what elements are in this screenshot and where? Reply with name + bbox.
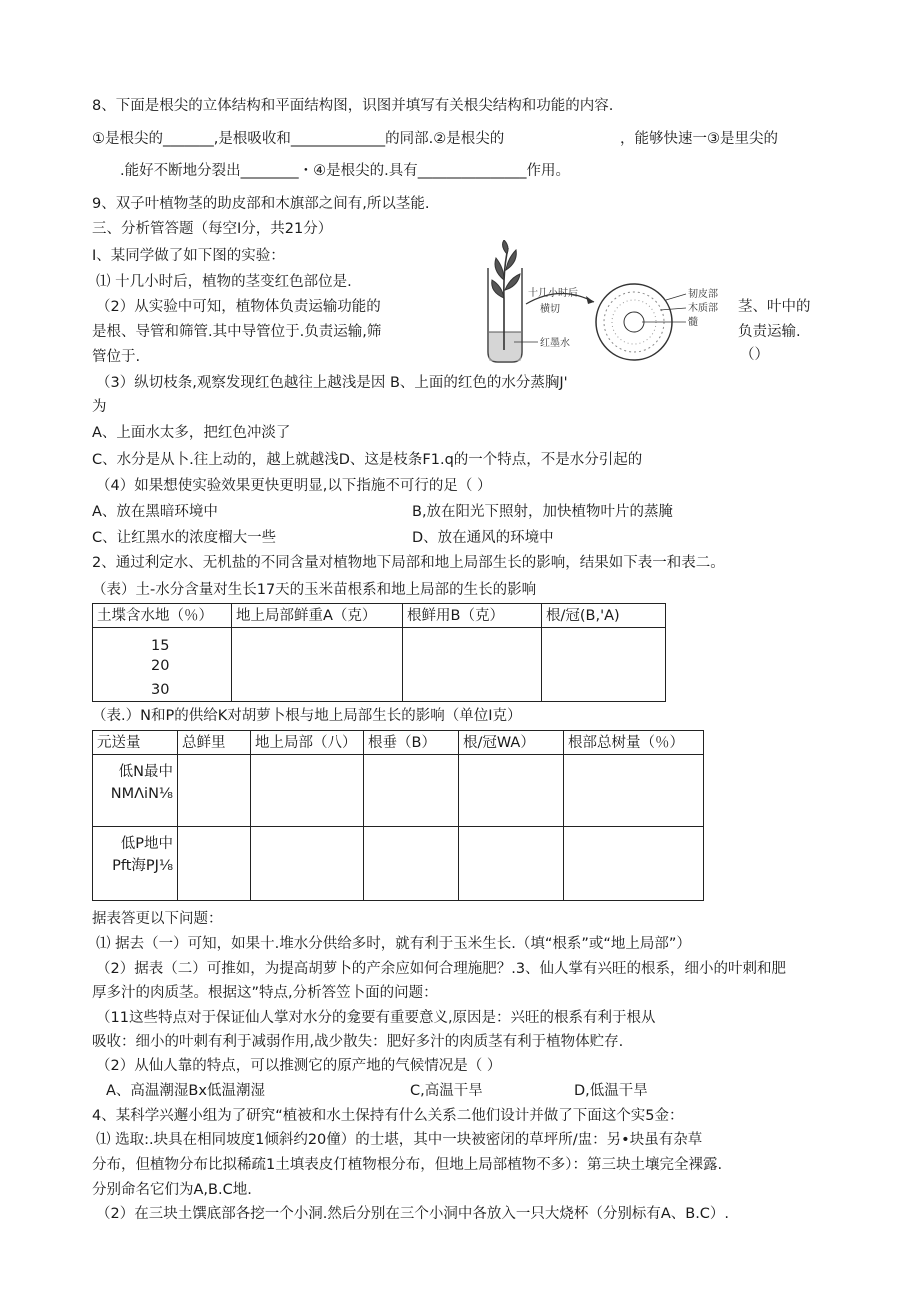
part4-l5: （2）在三块土馔底部各挖一个小洞.然后分别在三个小洞中各放入一只大烧杯（分别标有A、B.C）. bbox=[96, 1206, 730, 1222]
table1-header: 根鲜用B（克） bbox=[403, 604, 542, 628]
table2-header: 根/冠WA） bbox=[459, 731, 564, 755]
table1-header: 土堞含水地（％） bbox=[93, 604, 232, 628]
part1-right-a: 茎、叶中的 bbox=[738, 299, 811, 315]
table2-header: 元送量 bbox=[93, 731, 178, 755]
table2-header-row bbox=[93, 731, 704, 755]
label-pith: 髓 bbox=[688, 317, 698, 328]
table2-header: 根部总树量（％） bbox=[564, 731, 704, 755]
part3-l4: （11这些特点对于保证仙人掌对水分的龛要有重要意义,原因是：兴旺的根系有利于根从 bbox=[96, 1010, 656, 1026]
table2-header: 总鲜里 bbox=[178, 731, 251, 755]
part1-s1: ⑴ 十几小时后，植物的茎变红色部位是. bbox=[96, 274, 352, 290]
part3-l2: （2）据表（二）可推如，为提高胡萝卜的产余应如何合理施肥？.3、仙人掌有兴旺的根系，细小的叶刺和肥 bbox=[96, 961, 787, 977]
part3-optD: D,低温干旱 bbox=[574, 1083, 648, 1099]
table2-header: 根垂（B） bbox=[364, 731, 459, 755]
q8-line3: .能好不断地分裂出________・④是根尖的.具有_______________作用。 bbox=[120, 163, 570, 179]
part1-s2a: （2）从实验中可知，植物体负责运输功能的 bbox=[96, 299, 381, 315]
label-time1: 十几小时后 bbox=[528, 288, 578, 299]
part3-optA: A、高温潮湿Bx低温潮湿 bbox=[106, 1083, 265, 1099]
section-3-heading: 三、分析管答题（每空I分，共21分） bbox=[92, 221, 333, 237]
part1-right-b: 负责运输. bbox=[738, 324, 801, 340]
part4-l1: 4、某科学兴邂小组为了研究“植被和水土保持有什么关系二他们设计并做了下面这个实5金： bbox=[92, 1108, 684, 1124]
table1 bbox=[92, 603, 666, 702]
table2 bbox=[92, 730, 704, 901]
label-time2: 横切 bbox=[540, 304, 560, 315]
part1-intro: I、某同学做了如下图的实验： bbox=[92, 248, 285, 264]
table2-caption: （表.）N和P的供给K对胡萝卜根与地上局部生长的影响（单位I克） bbox=[92, 708, 522, 724]
part3-l3: 厚多汁的肉质茎。根据这”特点,分析答笠卜面的问题： bbox=[92, 985, 438, 1001]
table1-row bbox=[93, 628, 666, 702]
table2-row2-a: 低P地中 bbox=[120, 836, 173, 852]
q8-line2a: ①是根尖的_______,是根吸收和_____________的同部.②是根尖的 bbox=[92, 131, 505, 147]
label-phloem: 韧皮部 bbox=[688, 289, 718, 300]
part1-s4B: B,放在阳光下照射，加快植物叶片的蒸腌 bbox=[412, 504, 674, 520]
part3-l5: 吸收：细小的叶刺有利于减弱作用,战少散失：肥好多汁的肉质茎有利于植物体贮存. bbox=[92, 1034, 624, 1050]
part3-optC: C,高温干旱 bbox=[410, 1083, 483, 1099]
table1-value: 30 bbox=[151, 682, 170, 698]
table2-row bbox=[93, 827, 704, 901]
table2-row2-b: Pft海PJ⅛ bbox=[112, 858, 173, 874]
part3-intro: 据表答更以下问题： bbox=[92, 911, 223, 927]
part1-optA: A、上面水太多，把红色冲淡了 bbox=[92, 425, 291, 441]
part4-l2: ⑴ 选取:.块具在相同坡度1倾斜约20僮）的士堪，其中一块被密闭的草坪所/盅：另•块虽有杂草 bbox=[96, 1132, 703, 1148]
part1-s4C: C、让红黑水的浓度榴大一些 bbox=[92, 530, 277, 546]
table2-header: 地上局部（八） bbox=[251, 731, 364, 755]
table2-row1-b: NMΛiN⅛ bbox=[110, 786, 173, 802]
part1-s4D: D、放在通风的环境中 bbox=[412, 530, 554, 546]
experiment-figure bbox=[470, 240, 740, 370]
q9-text: 9、双子叶植物茎的助皮部和木旗部之间有,所以茎能. bbox=[92, 196, 430, 212]
part1-right-c: （） bbox=[740, 347, 769, 363]
label-water: 红墨水 bbox=[540, 338, 570, 349]
part1-s3b: 为 bbox=[92, 399, 107, 415]
part1-optC: C、水分是从卜.往上动的，越上就越浅D、这是枝条F1.q的一个特点，不是水分引起的 bbox=[92, 452, 643, 468]
part1-s4A: A、放在黑暗环境中 bbox=[92, 504, 218, 520]
table1-header: 地上局部鲜重A（克） bbox=[232, 604, 403, 628]
label-xylem: 木质部 bbox=[688, 303, 718, 314]
table1-header-row bbox=[93, 604, 666, 628]
part1-s2c: 管位于. bbox=[92, 349, 141, 365]
table1-value: 20 bbox=[151, 658, 170, 674]
table2-row1-a: 低N最中 bbox=[118, 764, 173, 780]
q8-line1: 8、下面是根尖的立体结构和平面结构图，识图并填写有关根尖结构和功能的内容. bbox=[92, 98, 614, 114]
table2-row bbox=[93, 755, 704, 827]
table1-caption: （表）土-水分含量对生长17天的玉米苗根系和地上局部的生长的影响 bbox=[92, 582, 537, 598]
part2-intro: 2、通过利定水、无机盐的不同含量对植物地下局部和地上局部生长的影响，结果如下表一和表二。 bbox=[92, 555, 725, 571]
part4-l3: 分布，但植物分布比拟稀疏1土填表皮仃植物根分布，但地上局部植物不多）：第三块土壤完全裸露. bbox=[92, 1157, 723, 1173]
q8-line2b: ，能够快速一③是里尖的 bbox=[620, 131, 778, 147]
part1-s2b: 是根、导管和筛管.其中导管位于.负责运输,筛 bbox=[92, 324, 382, 340]
part1-s3a: （3）纵切枝条,观察发现红色越往上越浅是因 B、上面的红色的水分蒸胸J' bbox=[96, 375, 568, 391]
part3-l1: ⑴ 据去（一）可知，如果十.堆水分供给多时，就有利于玉米生长.（填“根系”或“地上局部”） bbox=[96, 936, 691, 952]
table1-value: 15 bbox=[151, 638, 170, 654]
part4-l4: 分别命名它们为A,B.C地. bbox=[92, 1182, 252, 1198]
part3-l6: （2）从仙人靠的特点，可以推测它的原产地的气候情况是（ ） bbox=[96, 1058, 502, 1074]
part1-s4: （4）如果想使实验效果更快更明显,以下指施不可行的足（ ） bbox=[96, 478, 492, 494]
table1-header: 根/冠(B,'A) bbox=[542, 604, 666, 628]
